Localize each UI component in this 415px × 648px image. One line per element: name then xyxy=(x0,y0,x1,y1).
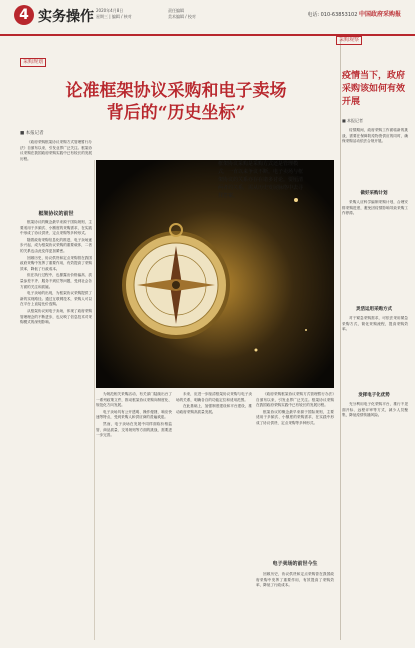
sidebar-byline: ■ 本报记者 xyxy=(342,118,364,123)
page-header xyxy=(0,0,415,36)
header-meta-mid: 责任编辑 美术编辑 / 校对 xyxy=(168,8,196,19)
article-col-4-bottom: 回顾历史，协议供货和定点采购曾在我国政府采购中发挥了重要作用，有效提高了采购效率，降低了行政成本。 xyxy=(256,572,334,588)
article-col-1-top: 《政府采购框架协议采购方式管理暂行办法》自颁布以来，引发业界广泛关注。框架协议采购在我国政府采购实践中已有较长的发展历程。 xyxy=(20,140,92,161)
sidebar-subhead-3: 发挥电子化优势 xyxy=(358,393,390,398)
article-headline: 论准框架协议采购和电子卖场 背后的“历史坐标” xyxy=(65,81,287,123)
page-number: 4 xyxy=(14,5,34,25)
article-col-2: 为规范相关采购活动，有关部门陆续出台了一系列政策文件，推动框架协议采购向制度化、规范化方向发展。 电子卖场具有公开透明、操作便捷、响应快速等特点，受到采购人和供应商的普遍欢迎。 然而，电子卖场在发展中同样面临价格监管、商品质量、交易规则等方面的挑战，需要进一步完善。 xyxy=(96,392,172,438)
sidebar-para-2: 对于紧急采购需求，可依法采用紧急采购方式，简化采购流程，提高采购效率。 xyxy=(342,316,408,332)
header-contact: 电话: 010-63853102 中国政府采购报 xyxy=(307,11,401,18)
article-tag: 采购规划 xyxy=(20,58,46,67)
column-divider xyxy=(94,160,95,640)
sidebar-para-3: 充分利用电子化采购平台，推行不见面开标、远程评审等方式，减少人员聚集，降低疫情传播风险。 xyxy=(342,402,408,418)
section-title: 实务操作 xyxy=(38,9,94,25)
article-col-4: 《政府采购框架协议采购方式管理暂行办法》自颁布以来，引发业界广泛关注。框架协议采购在我国政府采购实践中已有较长的发展历程。 框架协议的概念最早来源于国际规则，主要适用于多频次、小额度的采购需求，在实践中形成了协议供货、定点采购等多种形式。 xyxy=(256,392,334,425)
header-meta-left: 2020年4月8日 星期三 | 编辑 / 核对 xyxy=(96,8,132,19)
sidebar-para-1: 采购人应科学编制采购计划，合理安排采购进度，避免因疫情影响导致采购工作停滞。 xyxy=(342,200,408,216)
article-col-1: 框架协议的概念最早来源于国际规则，主要适用于多频次、小额度的采购需求，在实践中形成了协议供货、定点采购等多种形式。 随着政府采购信息化的推进，电子卖场逐步兴起，成为框架协议采购的重要载体，二者的关系也由此变得更加紧密。 回顾历史，协议供货和定点采购曾在我国政府采购中发挥了重要作用，有效提高了采购效率，降低了行政成本。 但在执行过程中，也暴露出价格偏高、质量参差不齐、服务不到位等问题，受到社会各方面的关注和质疑。 电子卖场的出现，为框架协议采购提供了新的实现路径。通过互联网技术，采购人可以在平台上直接比价选购。 从框架协议到电子卖场，体现了政府采购管理理念的不断进步，也反映了信息技术对采购模式的深刻影响。 xyxy=(20,220,92,325)
subhead-1: 框架协议的前世 xyxy=(38,211,74,217)
pull-quote: 框架协议采购是采购方式还是管理模式，一直以来争议不断。电子卖场与框架协议的关系亦存在诸多讨论。要厘清两者的关系，需从历史发展脉络中去寻找答案。 xyxy=(218,161,304,199)
sidebar-subhead-2: 灵活运用采购方式 xyxy=(356,307,392,312)
article-col-3: 未来，应进一步厘清框架协议采购与电子卖场的关系，明确各自的功能定位和适用范围。 在此基础上，加强制度建设和平台建设，推动政府采购高质量发展。 xyxy=(176,392,252,414)
sidebar-headline: 疫情当下，政府采购该如何有效开展 xyxy=(342,71,406,107)
sidebar-subhead-1: 做好采购计划 xyxy=(360,191,388,196)
article-byline: ■ 本报记者 xyxy=(20,131,44,136)
subhead-2: 电子卖场的前世今生 xyxy=(272,561,318,567)
sidebar-intro: 疫情期间，政府采购工作面临新的挑战，需要在保障防疫物资供应的同时，确保采购活动依法合规开展。 xyxy=(342,128,408,144)
paper-logo: 中国政府采购报 xyxy=(358,11,401,18)
sidebar-tag: 采购观察 xyxy=(336,36,362,45)
